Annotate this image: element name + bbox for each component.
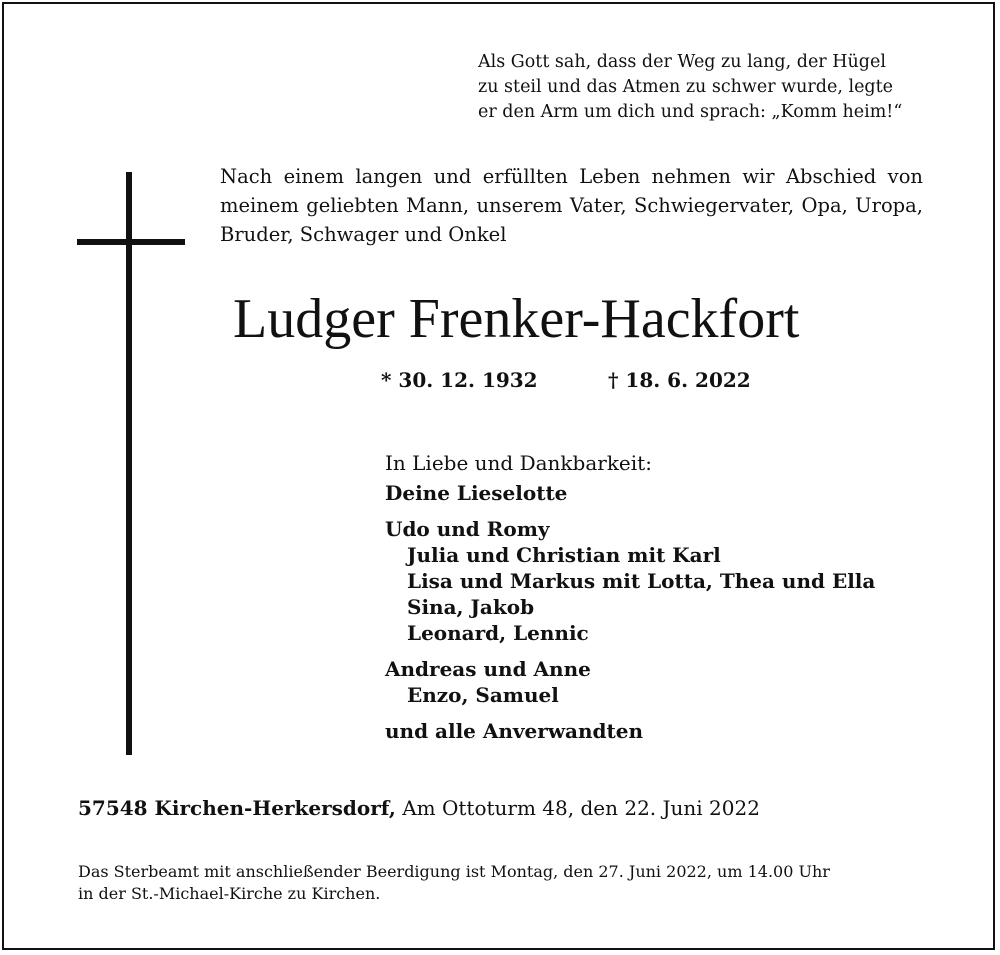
mourners-list — [385, 450, 945, 744]
mourner-member: Sina, Jakob — [407, 595, 535, 619]
mourner-group-head: Deine Lieselotte — [385, 481, 568, 505]
deceased-name: Ludger Frenker-Hackfort — [233, 288, 800, 350]
birth-date: * 30. 12. 1932 — [381, 368, 538, 392]
mourner-member: Julia und Christian mit Karl — [407, 543, 721, 567]
intro-text: Nach einem langen und erfüllten Leben nehmen wir Abschied von meinem geliebten Mann, unserem Vater, Schwiegervater, Opa, Uropa, Bruder, Schwager und Onkel — [220, 165, 923, 246]
funeral-notice: Das Sterbeamt mit anschließender Beerdigung ist Montag, den 27. Juni 2022, um 14.00 Uhr in der St.-Michael-Kirche zu Kirchen. — [78, 862, 830, 903]
cross-icon-bar — [77, 239, 185, 245]
mourner-group-head: Andreas und Anne — [385, 657, 591, 681]
death-date: † 18. 6. 2022 — [608, 368, 751, 392]
mourner-member: Enzo, Samuel — [407, 683, 559, 707]
cross-icon — [126, 172, 132, 755]
mourner-member: Leonard, Lennic — [407, 621, 589, 645]
mourner-member: Lisa und Markus mit Lotta, Thea und Ella — [407, 569, 876, 593]
address-street-date: Am Ottoturm 48, den 22. Juni 2022 — [395, 796, 760, 820]
address-city: 57548 Kirchen-Herkersdorf, — [78, 796, 396, 820]
verse: Als Gott sah, dass der Weg zu lang, der Hügel zu steil und das Atmen zu schwer wurde, legte er den Arm um dich und sprach: „Komm heim!“ — [478, 52, 903, 122]
mourner-group-head: Udo und Romy — [385, 517, 550, 541]
mourner-group-head: und alle Anverwandten — [385, 719, 644, 743]
address-line — [78, 796, 978, 820]
mourners-lead: In Liebe und Dankbarkeit: — [385, 451, 652, 475]
